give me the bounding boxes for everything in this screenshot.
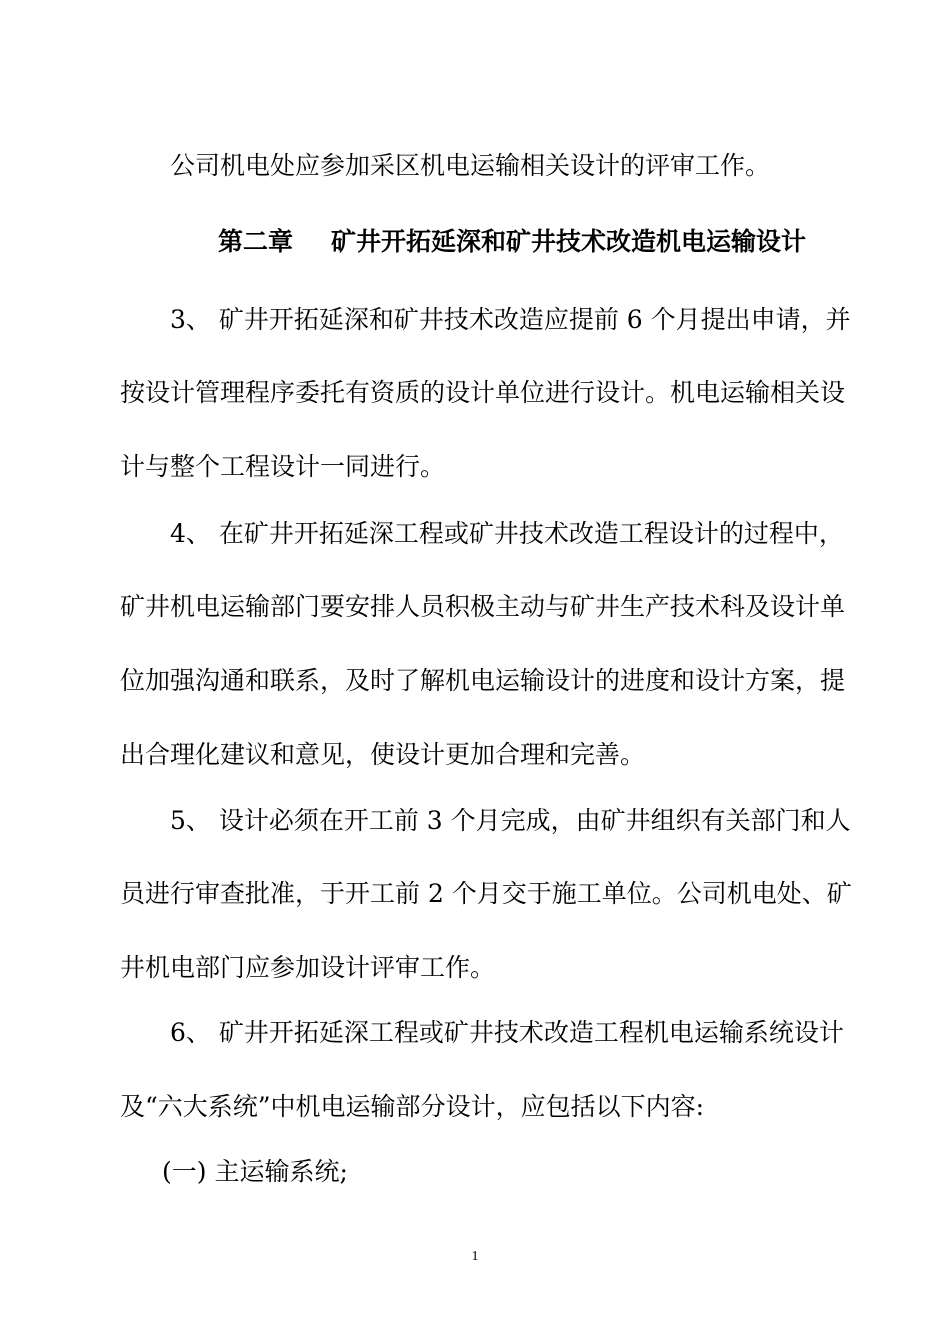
paragraph-line: 员进行审查批准，于开工前 2 个月交于施工单位。公司机电处、矿 — [120, 879, 852, 908]
paragraph-line: 3、 矿井开拓延深和矿井技术改造应提前 6 个月提出申请，并 — [170, 305, 851, 334]
paragraph-line: 计与整个工程设计一同进行。 — [120, 452, 446, 481]
paragraph-line: 矿井机电运输部门要安排人员积极主动与矿井生产技术科及设计单 — [120, 592, 846, 621]
page-number: 1 — [471, 1249, 479, 1264]
chapter-title: 矿井开拓延深和矿井技术改造机电运输设计 — [331, 227, 807, 256]
chapter-heading — [218, 226, 806, 258]
paragraph-line: 6、 矿井开拓延深工程或矿井技术改造工程机电运输系统设计 — [170, 1018, 844, 1047]
paragraph-line: 井机电部门应参加设计评审工作。 — [120, 953, 496, 982]
list-item: (一) 主运输系统; — [162, 1157, 348, 1186]
paragraph-line: 按设计管理程序委托有资质的设计单位进行设计。机电运输相关设 — [120, 378, 846, 407]
paragraph-line: 公司机电处应参加采区机电运输相关设计的评审工作。 — [170, 151, 771, 180]
paragraph-line: 出合理化建议和意见，使设计更加合理和完善。 — [120, 740, 646, 769]
paragraph-line: 及“六大系统”中机电运输部分设计，应包括以下内容: — [120, 1092, 704, 1121]
paragraph-line: 4、 在矿井开拓延深工程或矿井技术改造工程设计的过程中， — [170, 519, 844, 548]
paragraph-line: 5、 设计必须在开工前 3 个月完成，由矿井组织有关部门和人 — [170, 806, 851, 835]
paragraph-line: 位加强沟通和联系，及时了解机电运输设计的进度和设计方案，提 — [120, 666, 846, 695]
chapter-number: 第二章 — [218, 227, 294, 256]
